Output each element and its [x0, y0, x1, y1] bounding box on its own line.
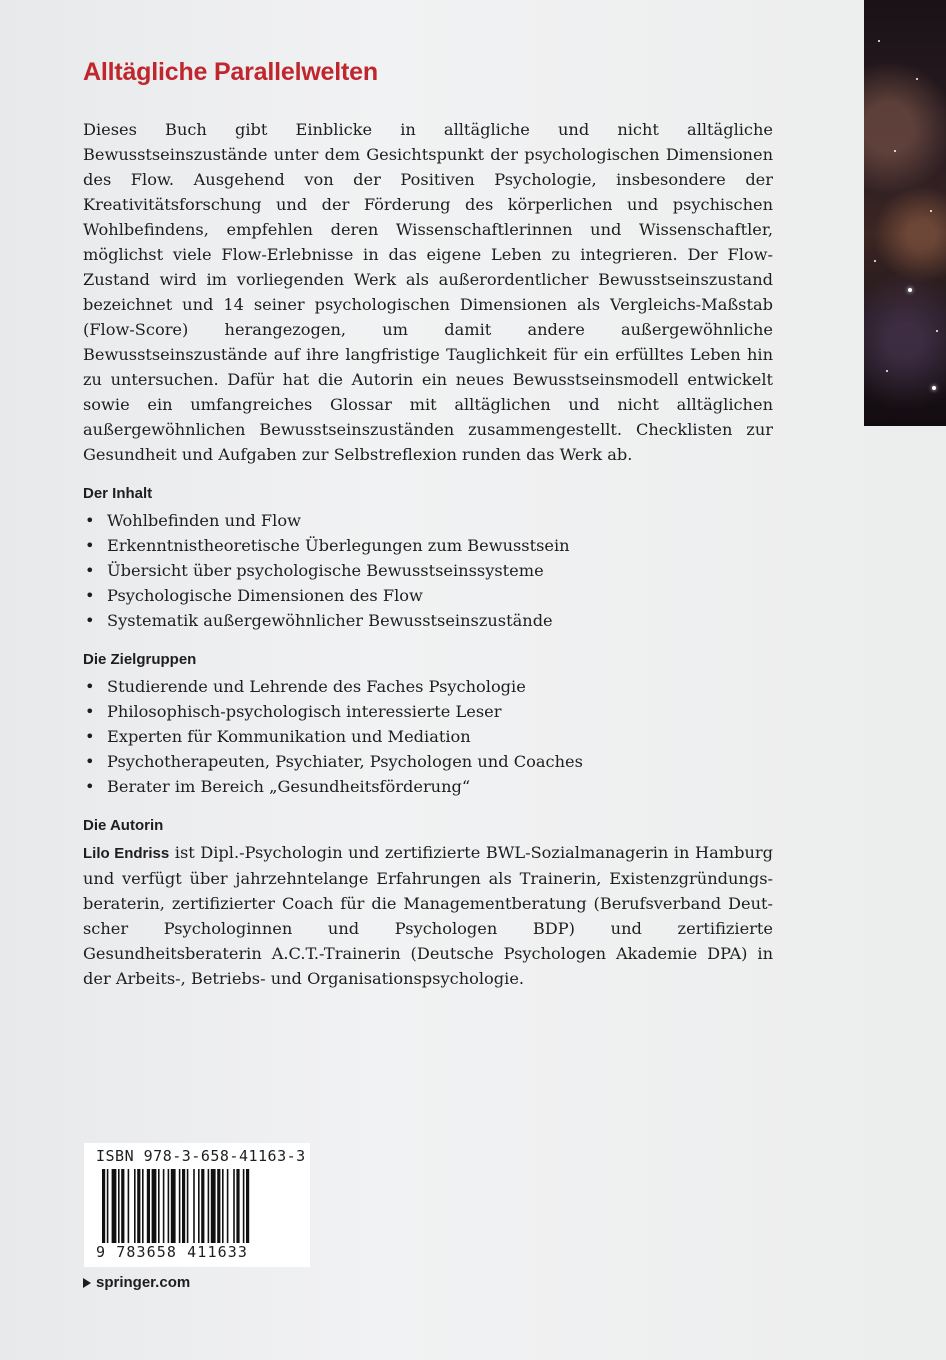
list-item: • Psychologische Dimensionen des Flow	[83, 583, 773, 608]
book-title: Alltägliche Parallelwelten	[83, 58, 378, 86]
list-item: • Psychotherapeuten, Psychiater, Psychologen und Coaches	[83, 749, 773, 774]
author-bio: ist Dipl.-Psychologin und zertifizierte BWL-Sozialmanagerin in Hamburg und verfügt über jahrzehntelange Erfahrungen als Trainerin, Existenzgründungsberaterin, zertifizierter Coach für die Managementberatung (Berufsverband Deutscher Psychologinnen und Psychologen BDP) und zertifizierte Gesundheitsberaterin A.C.T.-Trainerin (Deutsche Psychologen Akademie DPA) in der Arbeits-, Betriebs- und Organisationspsychologie.	[83, 843, 773, 988]
publisher-link[interactable]	[83, 1274, 190, 1291]
list-item: • Übersicht über psychologische Bewusstseinssysteme	[83, 558, 773, 583]
author-name: Lilo Endriss	[83, 845, 170, 862]
arrow-right-icon	[83, 1278, 91, 1288]
publisher-url: springer.com	[96, 1274, 191, 1291]
contents-list	[83, 508, 773, 633]
audience-list	[83, 674, 773, 799]
list-item: • Philosophisch-psychologisch interessierte Leser	[83, 699, 773, 724]
list-item: • Experten für Kommunikation und Mediation	[83, 724, 773, 749]
contents-heading: Der Inhalt	[83, 485, 153, 502]
author-bio-paragraph	[83, 840, 773, 991]
isbn-label: ISBN 978-3-658-41163-3	[96, 1147, 306, 1165]
audience-heading: Die Zielgruppen	[83, 651, 197, 668]
list-item: • Erkenntnistheoretische Überlegungen zum Bewusstsein	[83, 533, 773, 558]
list-item: • Wohlbefinden und Flow	[83, 508, 773, 533]
back-cover-content	[83, 58, 773, 991]
list-item: • Berater im Bereich „Gesundheitsförderung“	[83, 774, 773, 799]
book-description: Dieses Buch gibt Einblicke in alltägliche und nicht alltägliche Bewusstseinszustände unter dem Gesichtspunkt der psychologischen Dimensionen des Flow. Ausgehend von der Positiven Psychologie, insbesondere der Kreativitätsforschung und der Förderung des körperlichen und psychischen Wohlbefindens, empfehlen deren Wissenschaftlerinnen und Wissenschaftler, möglichst viele Flow-Erlebnisse in das eigene Leben zu integrieren. Der Flow-Zustand wird im vorliegenden Werk als außerordentlicher Bewusstseinszustand bezeichnet und 14 seiner psychologischen Dimensionen als Vergleichs-Maßstab (Flow-Score) herangezogen, um damit andere außergewöhnliche Bewusstseinszustände auf ihre langfristige Tauglichkeit für ein erfülltes Leben hin zu untersuchen. Dafür hat die Autorin ein neues Bewusstseinsmodell entwickelt sowie ein umfangreiches Glossar mit alltäglichen und nicht alltäglichen außergewöhnlichen Bewusstseinszuständen zusammengestellt. Checklisten zur Gesundheit und Aufgaben zur Selbstreflexion runden das Werk ab.	[83, 120, 773, 464]
barcode-digits: 9 783658 411633	[96, 1243, 248, 1261]
cover-space-image	[864, 0, 946, 426]
isbn-barcode-box	[84, 1143, 310, 1267]
list-item: • Systematik außergewöhnlicher Bewusstseinszustände	[83, 608, 773, 633]
author-heading: Die Autorin	[83, 817, 164, 834]
list-item: • Studierende und Lehrende des Faches Psychologie	[83, 674, 773, 699]
